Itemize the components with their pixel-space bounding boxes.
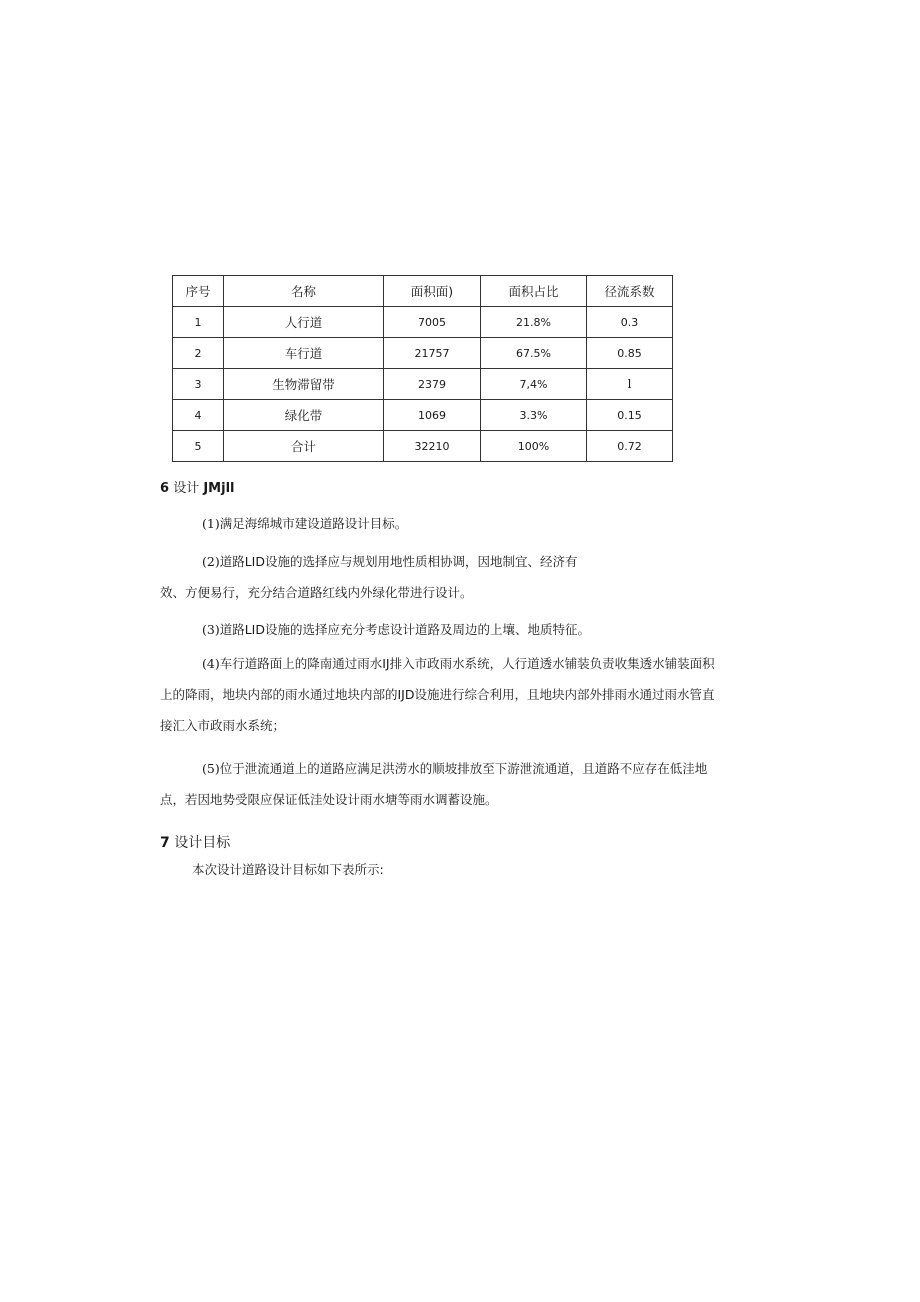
section-6-title-suffix: JMjll	[203, 481, 235, 496]
section-6-title: 设计	[173, 481, 200, 496]
cell-name: 绿化带	[224, 400, 384, 431]
cell-runoff-coefficient: 0.72	[587, 431, 673, 462]
cell-index: 3	[173, 369, 224, 400]
cell-index: 4	[173, 400, 224, 431]
cell-area-share: 3.3%	[481, 400, 587, 431]
cell-runoff-coefficient: 0.85	[587, 338, 673, 369]
cell-area-share: 67.5%	[481, 338, 587, 369]
item-number: (2)	[202, 554, 220, 569]
table-row	[173, 307, 673, 338]
section-6-heading	[160, 477, 235, 496]
header-name: 名称	[224, 276, 384, 307]
header-runoff-coefficient: 径流系数	[587, 276, 673, 307]
section-7-intro: 本次设计道路设计目标如下表所示:	[192, 862, 384, 877]
item-text: 位于泄流通道上的道路应满足洪涝水的顺坡排放至下游泄流通道，且道路不应存在低洼地点，若因地势受限应保证低洼处设计雨水塘等雨水调蓄设施。	[160, 761, 708, 807]
table-row	[173, 431, 673, 462]
runoff-coefficient-table	[172, 275, 673, 462]
cell-area: 7005	[384, 307, 481, 338]
cell-name: 人行道	[224, 307, 384, 338]
cell-runoff-coefficient: 0.15	[587, 400, 673, 431]
cell-area-share: 7,4%	[481, 369, 587, 400]
cell-area-share: 21.8%	[481, 307, 587, 338]
section-6-number: 6	[160, 481, 170, 496]
header-area-share: 面积占比	[481, 276, 587, 307]
cell-runoff-coefficient: l	[587, 369, 673, 400]
cell-area: 21757	[384, 338, 481, 369]
header-index: 序号	[173, 276, 224, 307]
principle-item-2	[160, 546, 590, 608]
section-7-title: 设计目标	[174, 835, 231, 851]
cell-index: 2	[173, 338, 224, 369]
principle-item-5	[160, 753, 720, 815]
cell-area-share: 100%	[481, 431, 587, 462]
cell-area: 32210	[384, 431, 481, 462]
cell-name: 生物滞留带	[224, 369, 384, 400]
cell-runoff-coefficient: 0.3	[587, 307, 673, 338]
item-text: 车行道路面上的降南通过雨水IJ排入市政雨水系统，人行道透水铺装负责收集透水铺装面积上的降雨，地块内部的雨水通过地块内部的IJD设施进行综合利用，且地块内部外排雨水通过雨水管直接汇入市政雨水系统；	[160, 656, 715, 733]
item-number: (1)	[202, 516, 220, 531]
header-area: 面积面)	[384, 276, 481, 307]
cell-name: 车行道	[224, 338, 384, 369]
item-number: (3)	[202, 622, 220, 637]
item-text: 道路LID设施的选择应充分考虑设计道路及周边的上壤、地质特征。	[219, 622, 590, 637]
item-number: (4)	[202, 656, 220, 671]
table-row	[173, 369, 673, 400]
cell-area: 1069	[384, 400, 481, 431]
section-7-heading	[160, 832, 230, 852]
cell-area: 2379	[384, 369, 481, 400]
section-7-number: 7	[160, 835, 170, 851]
principle-item-1	[160, 508, 720, 539]
table-row	[173, 400, 673, 431]
item-text: 道路LID设施的选择应与规划用地性质相协调，因地制宜、经济有效、方便易行，充分结合道路红线内外绿化带进行设计。	[160, 554, 578, 600]
principle-item-4	[160, 648, 720, 741]
table-row	[173, 338, 673, 369]
item-text: 满足海绵城市建设道路设计目标。	[219, 516, 408, 531]
table-header-row	[173, 276, 673, 307]
cell-index: 5	[173, 431, 224, 462]
cell-name: 合计	[224, 431, 384, 462]
principle-item-3	[160, 614, 720, 645]
cell-index: 1	[173, 307, 224, 338]
item-number: (5)	[202, 761, 220, 776]
